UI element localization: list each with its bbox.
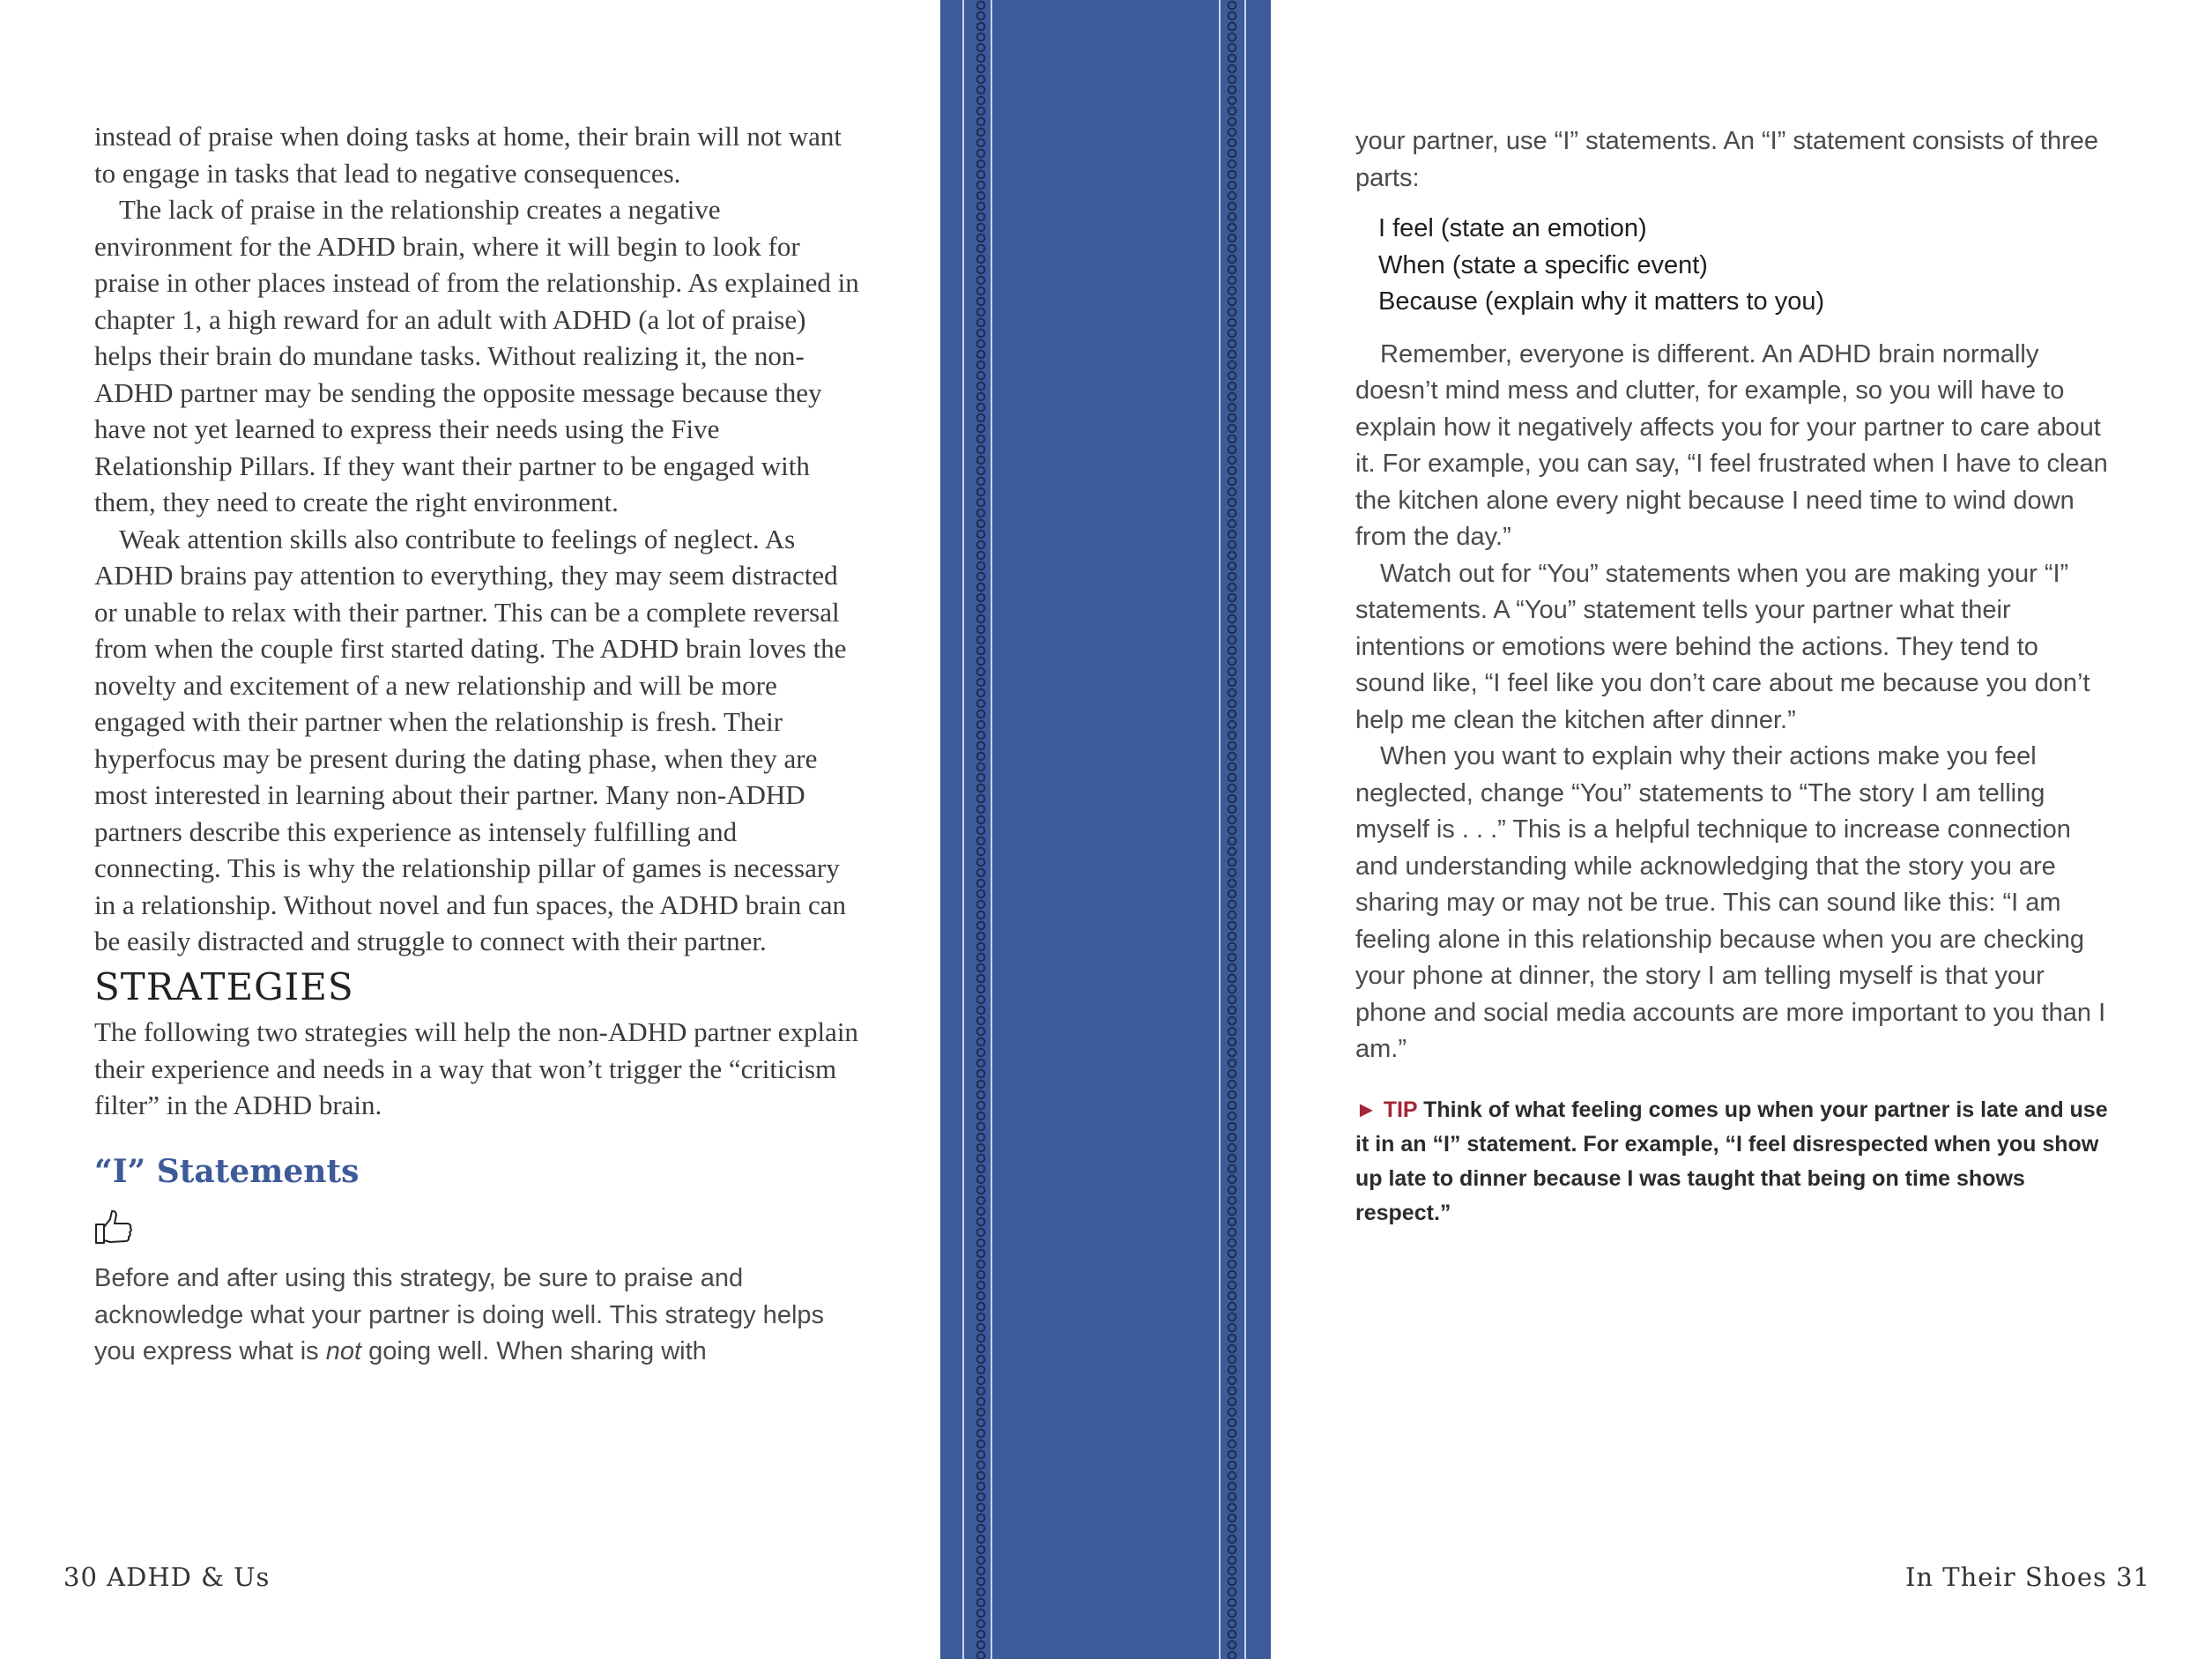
page-footer-right: In Their Shoes 31 — [1904, 1562, 2150, 1592]
paragraph: Remember, everyone is different. An ADHD brain normally doesn’t mind mess and clutter, for example, so you will have to explain how it negatively affects you for your partner to care about it. For example, you can say, “I feel frustrated when I have to clean the kitchen alone every night because I need time to wind down from the day.” — [1355, 339, 2108, 551]
list-item: I feel (state an emotion) — [1378, 214, 1647, 242]
paragraph: instead of praise when doing tasks at home, their brain will not want to engage in tasks that lead to negative consequences. — [94, 121, 842, 189]
strategies-intro — [94, 1014, 861, 1124]
spine-chain-pattern — [976, 0, 986, 1659]
paragraph — [94, 1261, 861, 1371]
tip-box — [1355, 1093, 2113, 1231]
tip-label: ► TIP — [1355, 1097, 1418, 1122]
left-page — [0, 0, 940, 1659]
i-statement-parts-list — [1355, 211, 2113, 321]
spine-rule — [1244, 0, 1246, 1659]
paragraph: When you want to explain why their actions make you feel neglected, change “You” statements to “The story I am telling myself is . . .” This is a helpful technique to increase connection and understanding while acknowledging that the story you are sharing may or may not be true. This can sound like this: “I am feeling alone in this relationship because when you are checking your phone at dinner, the story I am telling myself is that your phone and social media accounts are more important to you than I am.” — [1355, 742, 2106, 1063]
subheading-i-statements: “I” Statements — [94, 1153, 360, 1190]
spine-rule — [1219, 0, 1221, 1659]
left-body-text — [94, 118, 861, 960]
right-page — [1271, 0, 2212, 1659]
section-heading-strategies: STRATEGIES — [94, 965, 354, 1008]
emphasis: not — [325, 1337, 362, 1365]
tip-text: Think of what feeling comes up when your partner is late and use it in an “I” statement. For example, “I feel disrespected when you show up late to dinner because I was taught that being on time shows respect.” — [1355, 1097, 2108, 1225]
page-footer-left: 30 ADHD & Us — [63, 1562, 271, 1592]
paragraph: The following two strategies will help the non-ADHD partner explain their experience and needs in a way that won’t trigger the “criticism filter” in the ADHD brain. — [94, 1016, 858, 1120]
spine-chain-pattern — [1227, 0, 1237, 1659]
paragraph: Weak attention skills also contribute to feelings of neglect. As ADHD brains pay attention to everything, they may seem distracted or unable to relax with their partner. This can be a complete reversal from when the couple first started dating. The ADHD brain loves the novelty and excitement of a new relationship and will be more engaged with their partner when the relationship is fresh. Their hyperfocus may be present during the dating phase, when they are most interested in learning about their partner. Many non-ADHD partners describe this experience as intensely fulfilling and connecting. This is why the relationship pillar of games is necessary in a relationship. Without novel and fun spaces, the ADHD brain can be easily distracted and struggle to connect with their partner. — [94, 523, 847, 956]
book-spine — [940, 0, 1271, 1659]
list-item: When (state a specific event) — [1378, 250, 1708, 279]
text-run: Before and after using this strategy, be sure to praise and acknowledge what your partner is doing well. This strategy helps you express what is — [94, 1264, 825, 1365]
spine-rule — [962, 0, 964, 1659]
list-item: Because (explain why it matters to you) — [1378, 287, 1825, 316]
text-run: going well. When sharing with — [361, 1337, 707, 1365]
right-body-text — [1355, 123, 2113, 1231]
paragraph: The lack of praise in the relationship creates a negative environment for the ADHD brain, where it will begin to look for praise in other places instead of from the relationship. As explained in chapter 1, a high reward for an adult with ADHD (a lot of praise) helps their brain do mundane tasks. Without realizing it, the non-ADHD partner may be sending the opposite message because they have not yet learned to express their needs using the Five Relationship Pillars. If they want their partner to be engaged with them, they need to create the right environment. — [94, 194, 859, 517]
spine-rule — [991, 0, 992, 1659]
strategy-note — [94, 1261, 861, 1371]
paragraph: your partner, use “I” statements. An “I” statement consists of three parts: — [1355, 127, 2098, 192]
thumbs-up-icon — [94, 1208, 133, 1246]
paragraph: Watch out for “You” statements when you are making your “I” statements. A “You” statement tells your partner what their intentions or emotions were behind the actions. They tend to sound like, “I feel like you don’t care about me because you don’t help me clean the kitchen after dinner.” — [1355, 559, 2090, 734]
